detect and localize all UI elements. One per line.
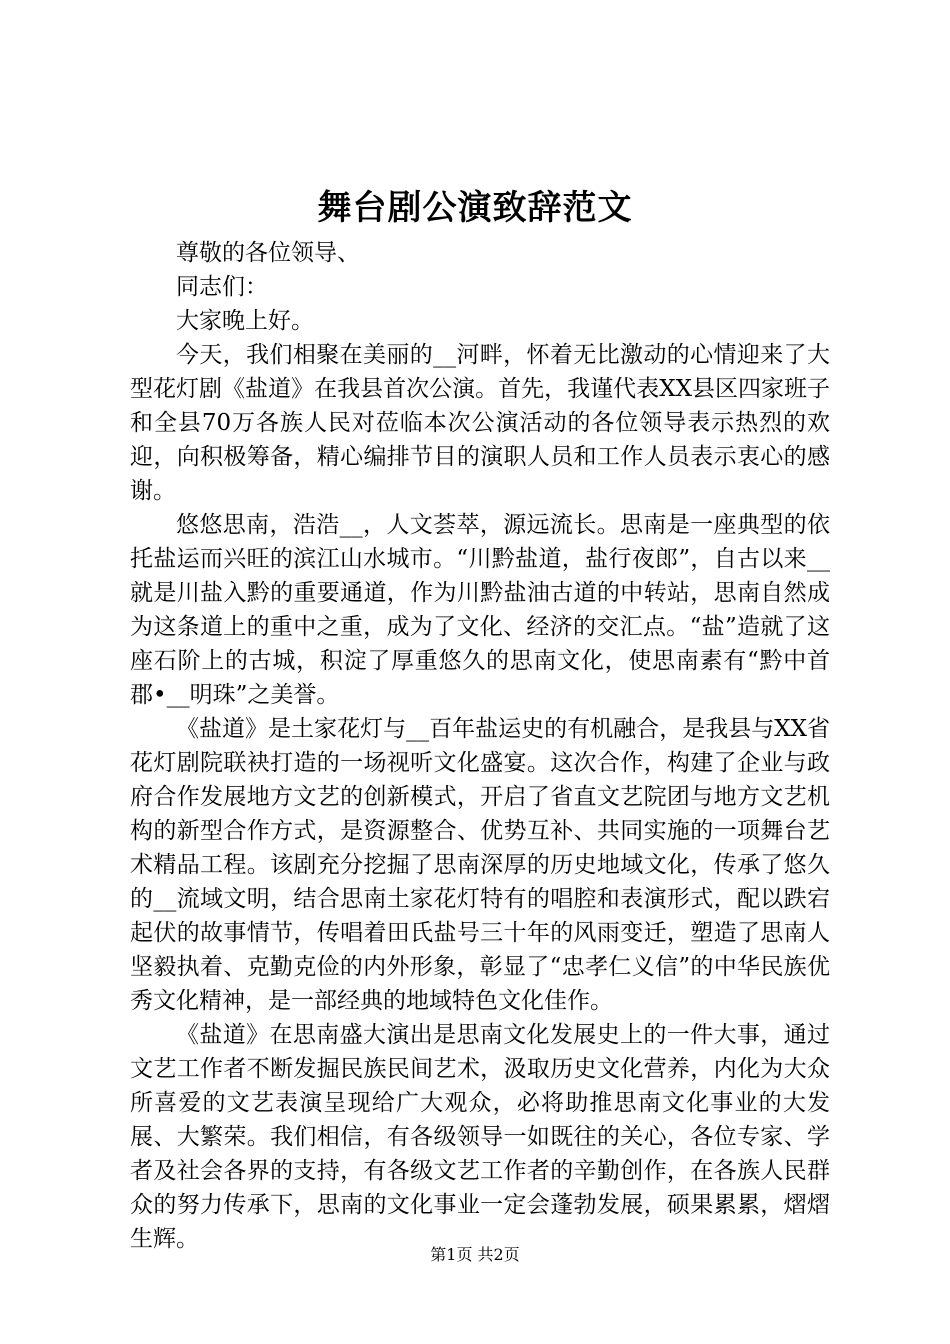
body-paragraph: 悠悠思南，浩浩__，人文荟萃，源远流长。思南是一座典型的依托盐运而兴旺的滨江山水城市。“川黔盐道，盐行夜郎”，自古以来__就是川盐入黔的重要通道，作为川黔盐油古道的中转站，思南自然成为这条道上的重中之重，成为了文化、经济的交汇点。“盐”造就了这座石阶上的古城，积淀了厚重悠久的思南文化，使思南素有“黔中首郡•__明珠”之美誉。 [130,512,830,708]
page-number-footer: 第1页 共2页 [430,1245,520,1264]
body-paragraph: 今天，我们相聚在美丽的__河畔，怀着无比激动的心情迎来了大型花灯剧《盐道》在我县首次公演。首先，我谨代表XX县区四家班子和全县70万各族人民对莅临本次公演活动的各位领导表示热烈的欢迎，向积极筹备，精心编排节目的演职人员和工作人员表示衷心的感谢。 [130,342,830,504]
greeting-line: 大家晚上好。 [176,308,314,334]
salutation-line-1: 尊敬的各位领导、 [176,240,360,266]
body-paragraph: 《盐道》是土家花灯与__百年盐运史的有机融合，是我县与XX省花灯剧院联袂打造的一场视听文化盛宴。这次合作，构建了企业与政府合作发展地方文艺的创新模式，开启了省直文艺院团与地方文艺机构的新型合作方式，是资源整合、优势互补、共同实施的一项舞台艺术精品工程。该剧充分挖掘了思南深厚的历史地域文化，传承了悠久的__流域文明，结合思南土家花灯特有的唱腔和表演形式，配以跌宕起伏的故事情节，传唱着田氏盐号三十年的风雨变迁，塑造了思南人坚毅执着、克勤克俭的内外形象，彰显了“忠孝仁义信”的中华民族优秀文化精神，是一部经典的地域特色文化佳作。 [130,716,830,1014]
salutation-line-2: 同志们： [176,274,268,300]
body-paragraph: 《盐道》在思南盛大演出是思南文化发展史上的一件大事，通过文艺工作者不断发掘民族民间艺术，汲取历史文化营养，内化为大众所喜爱的文艺表演呈现给广大观众，必将助推思南文化事业的大发展、大繁荣。我们相信，有各级领导一如既往的关心，各位专家、学者及社会各界的支持，有各级文艺工作者的辛勤创作，在各族人民群众的努力传承下，思南的文化事业一定会蓬勃发展，硕果累累，熠熠生辉。 [130,1022,830,1252]
document-title: 舞台剧公演致辞范文 [317,188,633,228]
document-body [130,236,830,1256]
